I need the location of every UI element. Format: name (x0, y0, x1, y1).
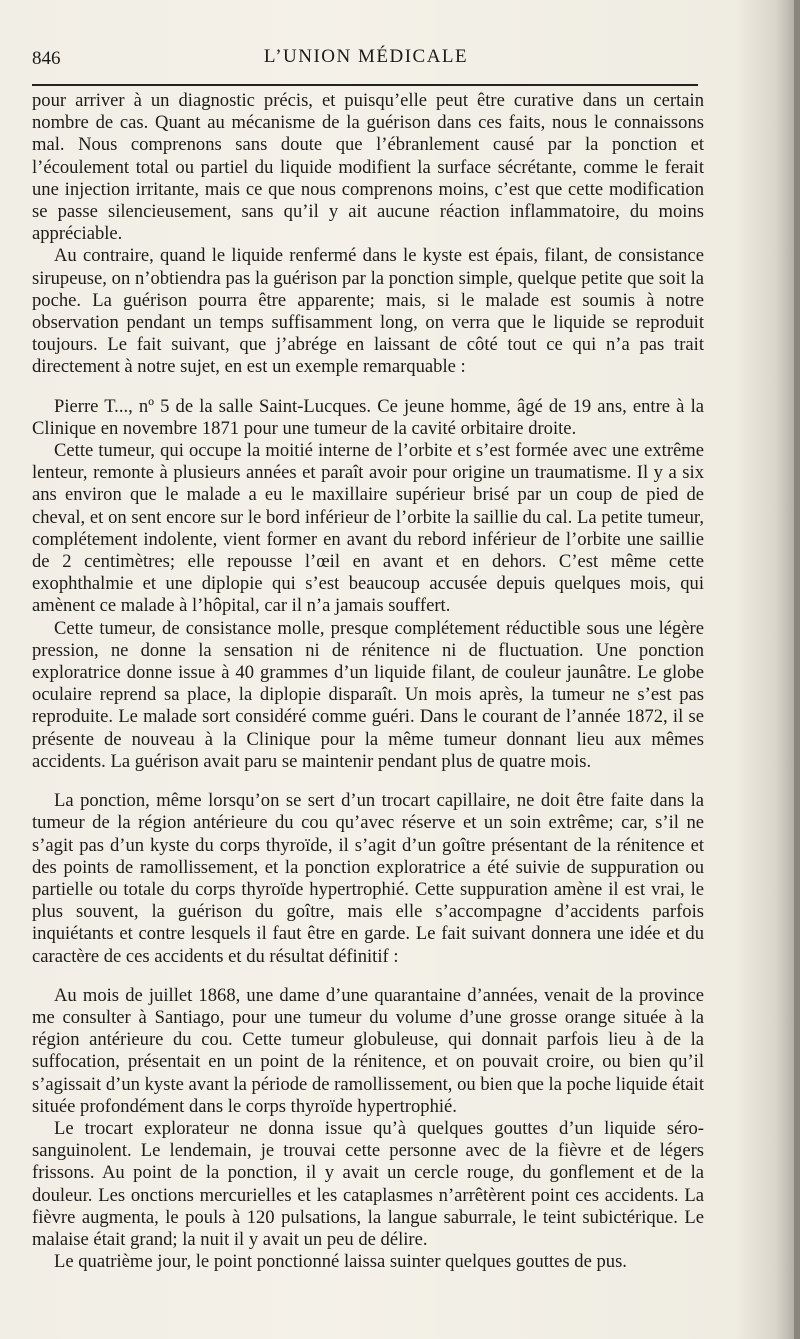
paragraph: Au mois de juillet 1868, une dame d’une quarantaine d’années, venait de la province me consulter à Santiago, pour une tumeur du volume d’une grosse orange située à la région antérieure du cou. Cette tumeur globuleuse, qui donnait parfois lieu à de la suffocation, présentait en un point de la rénitence, et on pouvait croire, ou bien qu’il s’agissait d’un kyste avant la période de ramollissement, ou bien que la poche liquide était située profondément dans le corps thyroïde hypertrophié. (32, 984, 704, 1117)
paragraph: pour arriver à un diagnostic précis, et puisqu’elle peut être curative dans un certain nombre de cas. Quant au mécanisme de la guérison dans ces faits, nous le connaissons mal. Nous comprenons sans doute que l’ébranlement causé par la ponction et l’écoulement total ou partiel du liquide modifient la surface sécrétante, comme le ferait une injection irritante, mais ce que nous comprenons moins, c’est que cette modification se passe silencieusement, sans qu’il y ait aucune réaction inflammatoire, du moins appréciable. (32, 90, 704, 245)
paragraph: Cette tumeur, qui occupe la moitié interne de l’orbite et s’est formée avec une extrême lenteur, remonte à plusieurs années et paraît avoir pour origine un traumatisme. Il y a six ans environ que le malade a eu le maxillaire supérieur brisé par un coup de pied de cheval, et on sent encore sur le bord inférieur de l’orbite la saillie du cal. La petite tumeur, complétement indolente, vient former en avant du rebord inférieur de l’orbite une saillie de 2 centimètres; elle repousse l’œil en avant et en dehors. C’est même cette exophthalmie et une diplopie qui s’est beaucoup accusée depuis quelques mois, qui amènent ce malade à l’hôpital, car il n’a jamais souffert. (32, 440, 704, 617)
paragraph: Le trocart explorateur ne donna issue qu’à quelques gouttes d’un liquide séro-sanguinolent. Le lendemain, je trouvai cette personne avec de la fièvre et de légers frissons. Au point de la ponction, il y avait un cercle rouge, du gonflement et de la douleur. Les onctions mercurielles et les cataplasmes n’arrêtèrent point ces accidents. La fièvre augmenta, le pouls à 120 pulsations, la langue saburrale, le teint subictérique. Le malaise était grand; la nuit il y avait un peu de délire. (32, 1117, 704, 1250)
paragraph: Cette tumeur, de consistance molle, presque complétement réductible sous une légère pression, ne donne la sensation ni de rénitence ni de fluctuation. Une ponction exploratrice donne issue à 40 grammes d’un liquide filant, de couleur jaunâtre. Le globe oculaire reprend sa place, la diplopie disparaît. Un mois après, la tumeur ne s’est pas reproduite. Le malade sort considéré comme guéri. Dans le courant de l’année 1872, il se présente de nouveau à la Clinique pour la même tumeur donnant lieu aux mêmes accidents. La guérison avait paru se maintenir pendant plus de quatre mois. (32, 617, 704, 772)
body-text (32, 90, 704, 1273)
paragraph: La ponction, même lorsqu’on se sert d’un trocart capillaire, ne doit être faite dans la tumeur de la région antérieure du cou qu’avec réserve et un soin extrême; car, s’il ne s’agit pas d’un kyste du corps thyroïde, il s’agit d’un goître présentant de la rénitence et des points de ramollissement, et la ponction exploratrice a été suivie de suppuration ou partielle ou totale du corps thyroïde hypertrophié. Cette suppuration amène il est vrai, le plus souvent, la guérison du goître, mais elle s’accompagne d’accidents parfois inquiétants et contre lesquels il faut être en garde. Le fait suivant donnera une idée et du caractère de ces accidents et du résultat définitif : (32, 790, 704, 967)
running-title: L’UNION MÉDICALE (263, 46, 469, 67)
page-header (32, 44, 700, 74)
header-rule (32, 84, 698, 86)
page-number: 846 (32, 48, 61, 69)
paragraph: Le quatrième jour, le point ponctionné laissa suinter quelques gouttes de pus. (54, 1251, 627, 1273)
paragraph: Au contraire, quand le liquide renfermé dans le kyste est épais, filant, de consistance sirupeuse, on n’obtiendra pas la guérison par la ponction simple, quelque petite que soit la poche. La guérison pourra être apparente; mais, si le malade est soumis à notre observation pendant un temps suffisamment long, on verra que le liquide se reproduit toujours. Le fait suivant, que j’abrége en laissant de côté tout ce qui n’a pas trait directement à notre sujet, en est un exemple remarquable : (32, 245, 704, 378)
page-edge-shadow (794, 0, 800, 1339)
paragraph: Pierre T..., nº 5 de la salle Saint-Lucques. Ce jeune homme, âgé de 19 ans, entre à la Clinique en novembre 1871 pour une tumeur de la cavité orbitaire droite. (32, 395, 704, 439)
